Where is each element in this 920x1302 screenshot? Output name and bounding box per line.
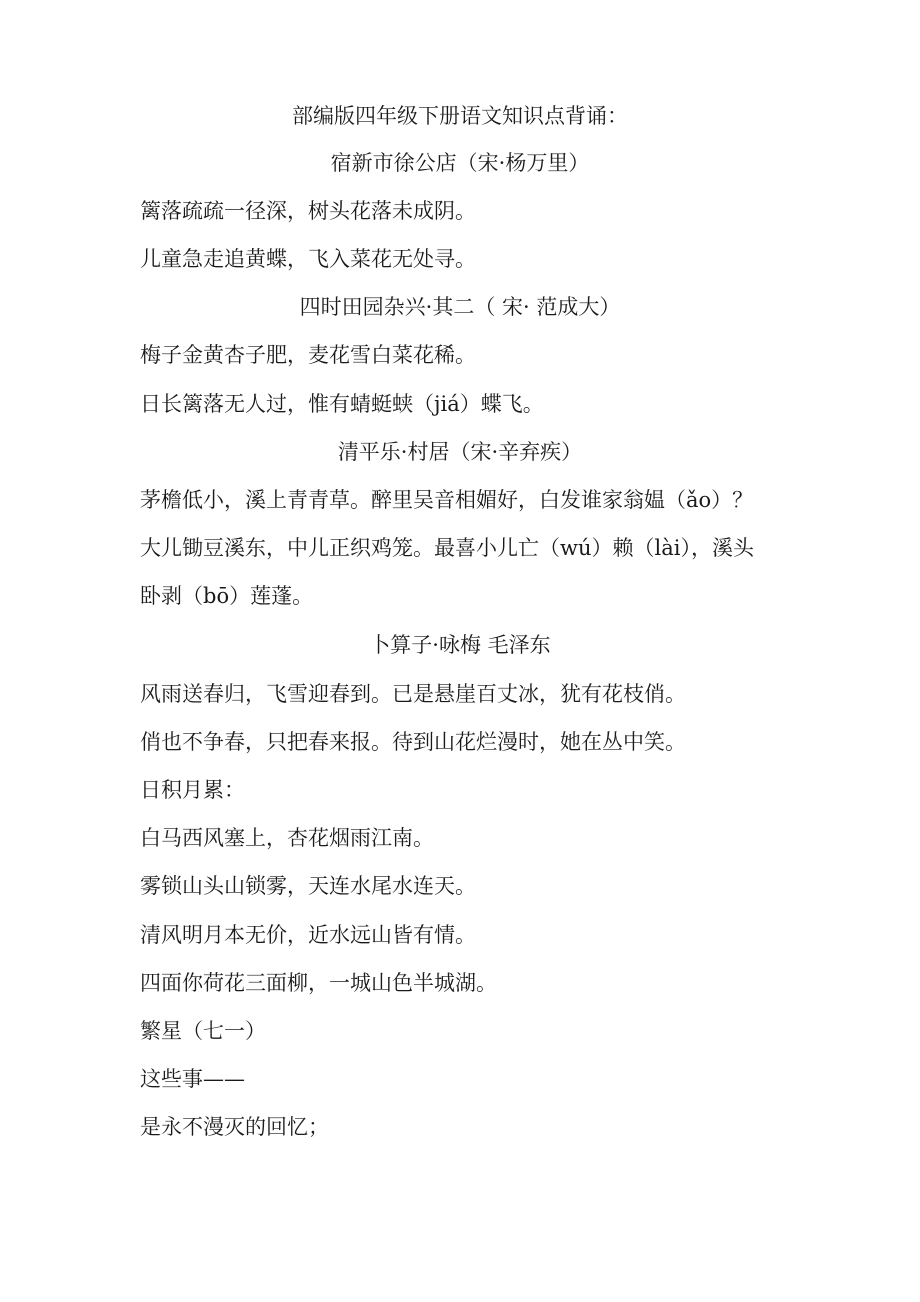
poem-line: 梅子金黄杏子肥，麦花雪白菜花稀。 [140, 343, 476, 367]
document-title: 部编版四年级下册语文知识点背诵： [292, 104, 628, 128]
poem-line: 日长篱落无人过，惟有蜻蜓蛱（jiá）蝶飞。 [140, 392, 544, 416]
poem-line: 儿童急走追黄蝶，飞入菜花无处寻。 [140, 247, 476, 271]
saying-line: 雾锁山头山锁雾，天连水尾水连天。 [140, 874, 476, 898]
saying-line: 白马西风塞上，杏花烟雨江南。 [140, 826, 434, 850]
poem-line: 篱落疏疏一径深，树头花落未成阴。 [140, 199, 476, 223]
poem-line: 大儿锄豆溪东，中儿正织鸡笼。最喜小儿亡（wú）赖（lài），溪头 [140, 536, 754, 560]
poem-heading: 宿新市徐公店（宋·杨万里） [330, 151, 590, 175]
section-heading: 日积月累： [140, 778, 245, 802]
saying-line: 清风明月本无价，近水远山皆有情。 [140, 923, 476, 947]
poem-line: 这些事—— [140, 1067, 245, 1091]
poem-heading: 四时田园杂兴·其二（ 宋· 范成大） [299, 295, 621, 319]
poem-line: 风雨送春归，飞雪迎春到。已是悬崖百丈冰，犹有花枝俏。 [140, 682, 686, 706]
poem-line: 是永不漫灭的回忆； [140, 1115, 329, 1139]
saying-line: 四面你荷花三面柳，一城山色半城湖。 [140, 971, 497, 995]
poem-line: 茅檐低小，溪上青青草。醉里吴音相媚好，白发谁家翁媪（ǎo）？ [140, 488, 754, 512]
poem-heading: 卜算子·咏梅 毛泽东 [369, 633, 551, 657]
poem-line: 卧剥（bō）莲蓬。 [140, 584, 314, 608]
poem-heading: 清平乐·村居（宋·辛弃疾） [337, 440, 583, 464]
section-heading: 繁星（七一） [140, 1019, 266, 1043]
poem-line: 俏也不争春，只把春来报。待到山花烂漫时，她在丛中笑。 [140, 730, 686, 754]
